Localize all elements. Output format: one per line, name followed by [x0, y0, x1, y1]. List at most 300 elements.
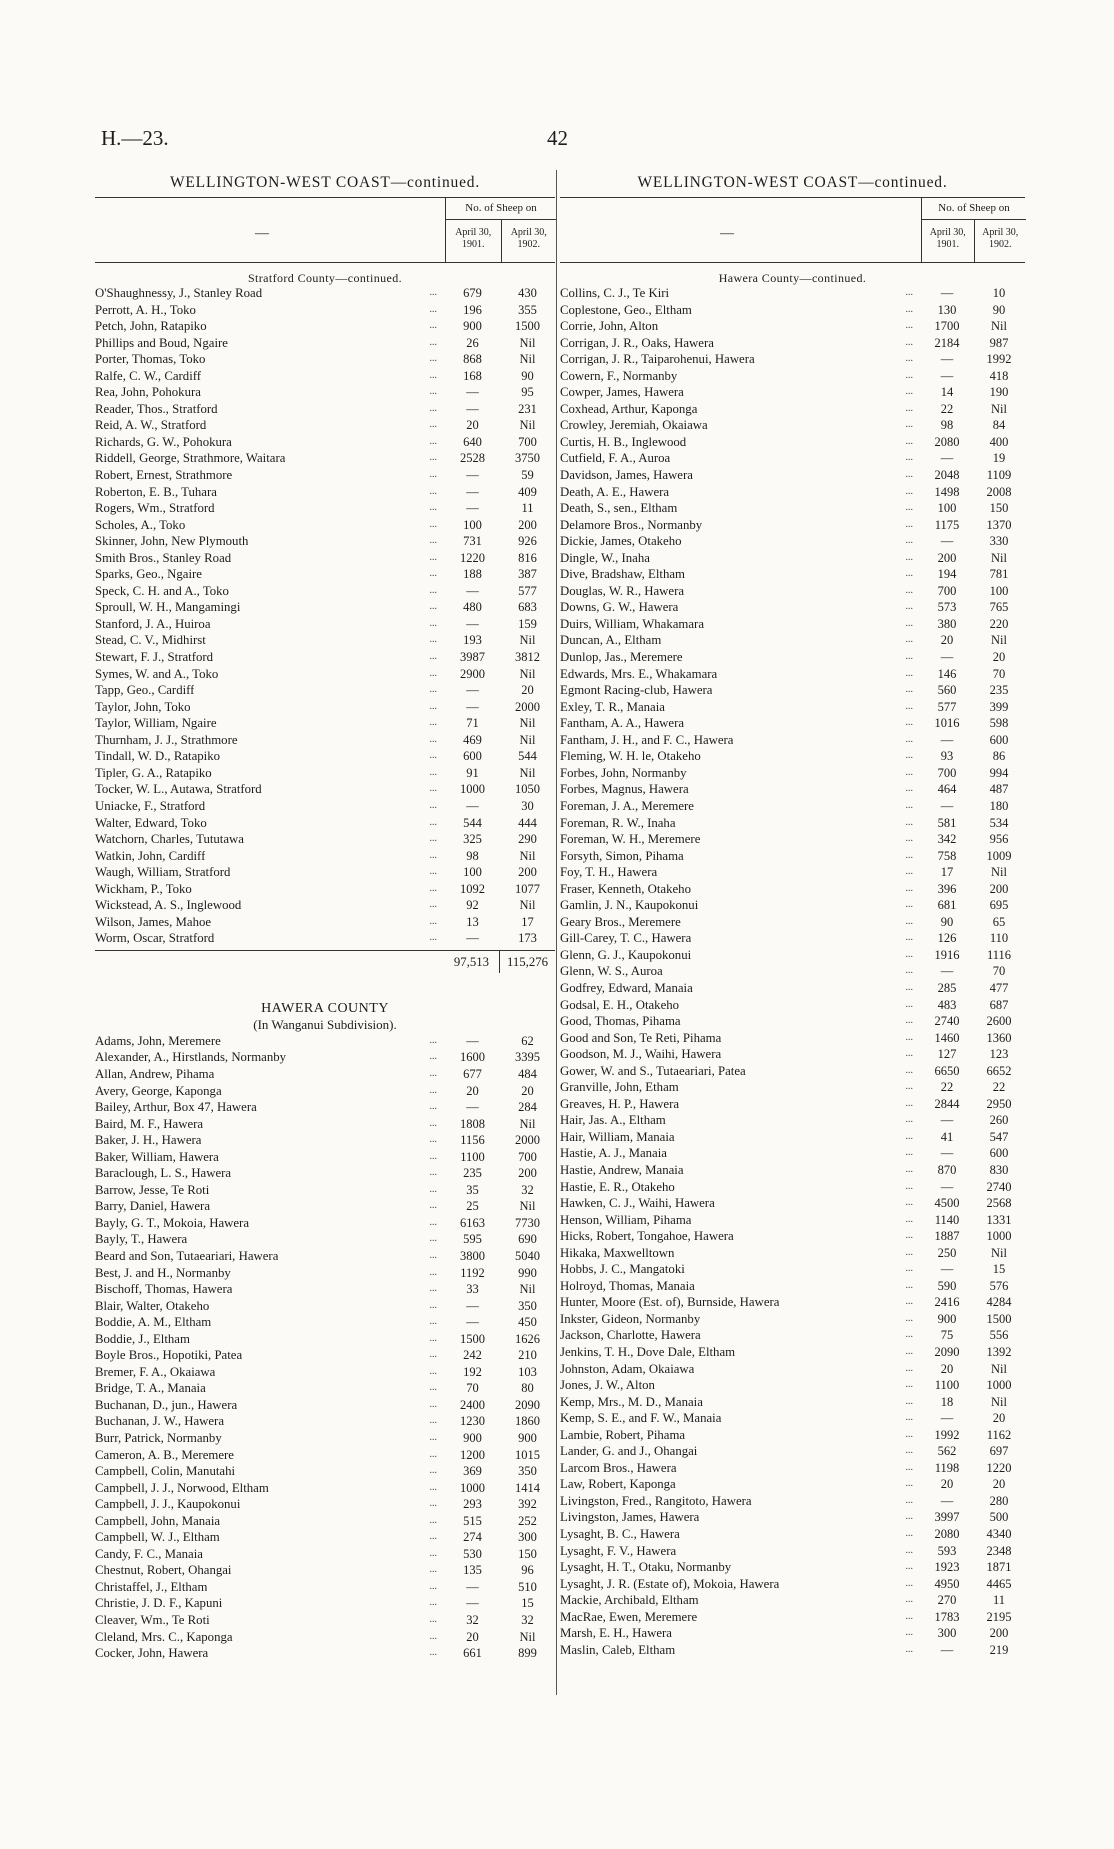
table-row — [95, 798, 555, 815]
year-1901-header: April 30, 1901. — [455, 227, 492, 250]
leader-dots — [210, 1612, 445, 1629]
table-row — [95, 1083, 555, 1100]
stratford-county-list — [95, 285, 555, 947]
table-row — [560, 1592, 1025, 1609]
sheep-1901: 98 — [466, 848, 479, 863]
sheep-1901: 13 — [466, 914, 479, 929]
table-row — [560, 1129, 1025, 1146]
owner-name: Burr, Patrick, Normanby — [95, 1431, 222, 1445]
leader-dots — [779, 1576, 921, 1593]
name-column-header: — — [255, 226, 269, 241]
owner-name: Foy, T. H., Hawera — [560, 865, 658, 880]
leader-dots — [205, 351, 445, 368]
total-1902: 115,276 — [506, 954, 549, 969]
sheep-1902: 220 — [989, 616, 1009, 631]
sheep-1902: 1000 — [986, 1378, 1012, 1393]
table-row — [95, 335, 555, 352]
leader-dots — [689, 781, 921, 798]
sheep-1901: 1220 — [460, 550, 485, 565]
leader-dots — [203, 1116, 445, 1133]
sheep-1902: 1009 — [986, 848, 1012, 863]
sheep-1901: 1783 — [934, 1609, 960, 1624]
sheep-1902: Nil — [519, 1282, 536, 1297]
leader-dots — [208, 1645, 445, 1662]
leader-dots — [733, 732, 921, 749]
leader-dots — [704, 616, 921, 633]
owner-name: Tindall, W. D., Ratapiko — [95, 749, 221, 764]
leader-dots — [714, 335, 921, 352]
sheep-1901: — — [940, 451, 954, 466]
sheep-1902: 444 — [518, 815, 537, 830]
sheep-1901: 1198 — [934, 1460, 960, 1475]
owner-name: Collins, C. J., Te Kiri — [560, 286, 670, 300]
table-row — [95, 285, 555, 302]
owner-name: Lambie, Robert, Pihama — [560, 1427, 686, 1442]
table-row — [560, 1162, 1025, 1179]
owner-name: Stead, C. V., Midhirst — [95, 633, 206, 648]
owner-name: Hobbs, J. C., Mangatoki — [560, 1262, 685, 1277]
sheep-1902: 300 — [518, 1530, 537, 1545]
sheep-1902: 418 — [989, 368, 1009, 383]
owner-name: Hawken, C. J., Waihi, Hawera — [560, 1196, 715, 1211]
sheep-1902: Nil — [519, 352, 536, 367]
sheep-header-title: No. of Sheep on — [446, 198, 556, 220]
leader-dots — [699, 1592, 921, 1609]
owner-name: Lysaght, H. T., Otaku, Normanby — [560, 1560, 732, 1575]
sheep-1901: 2080 — [934, 1527, 960, 1542]
leader-dots — [211, 616, 445, 633]
owner-name: Campbell, J. J., Norwood, Eltham — [95, 1480, 269, 1495]
sheep-1902: 477 — [989, 980, 1009, 995]
page-number: 42 — [547, 126, 568, 150]
owner-name: Mackie, Archibald, Eltham — [560, 1593, 699, 1608]
sheep-1902: Nil — [519, 1116, 536, 1131]
sheep-1902: 1015 — [515, 1447, 540, 1462]
leader-dots — [734, 1228, 921, 1245]
leader-dots — [676, 1543, 921, 1560]
sheep-1902: 3812 — [515, 650, 540, 665]
owner-name: Gamlin, J. N., Kaupokonui — [560, 898, 699, 913]
owner-name: Sparks, Geo., Ngaire — [95, 567, 202, 582]
leader-dots — [669, 285, 921, 302]
owner-name: Bailey, Arthur, Box 47, Hawera — [95, 1100, 257, 1115]
table-row — [560, 500, 1025, 517]
sheep-1902: 350 — [518, 1464, 537, 1479]
sheep-1902: 2000 — [515, 1133, 540, 1148]
owner-name: Corrigan, J. R., Oaks, Hawera — [560, 335, 714, 350]
table-row — [95, 500, 555, 517]
leader-dots — [672, 1625, 921, 1642]
sheep-1902: 547 — [989, 1129, 1009, 1144]
sheep-1901: 4500 — [934, 1196, 960, 1211]
sheep-1901: 20 — [940, 633, 954, 648]
table-row — [95, 1347, 555, 1364]
sheep-1901: 1175 — [934, 517, 960, 532]
table-row — [95, 533, 555, 550]
owner-name: Bayly, G. T., Mokoia, Hawera — [95, 1215, 249, 1230]
right-column-title: WELLINGTON-WEST COAST—continued. — [637, 174, 948, 191]
sheep-1902: Nil — [991, 633, 1007, 648]
sheep-1901: — — [940, 732, 954, 747]
sheep-1902: 86 — [992, 749, 1006, 764]
sheep-1902: 219 — [989, 1642, 1009, 1657]
table-row — [95, 1265, 555, 1282]
sheep-1901: 731 — [463, 534, 482, 549]
owner-name: Douglas, W. R., Hawera — [560, 583, 685, 598]
leader-dots — [658, 318, 921, 335]
owner-name: Granville, John, Etham — [560, 1080, 679, 1095]
table-row — [95, 1364, 555, 1381]
table-row — [560, 715, 1025, 732]
sheep-1901: 14 — [940, 385, 954, 400]
leader-dots — [241, 897, 445, 914]
owner-name: Christie, J. D. F., Kapuni — [95, 1596, 223, 1611]
owner-name: Godsal, E. H., Otakeho — [560, 997, 680, 1012]
table-row — [560, 285, 1025, 302]
table-row — [95, 1529, 555, 1546]
owner-name: Best, J. and H., Normanby — [95, 1265, 231, 1280]
leader-dots — [694, 798, 921, 815]
owner-name: Bremer, F. A., Okaiawa — [95, 1364, 216, 1379]
sheep-1901: 1140 — [934, 1212, 960, 1227]
owner-name: Buchanan, D., jun., Hawera — [95, 1397, 238, 1412]
sheep-1901: 593 — [937, 1543, 957, 1558]
table-row — [560, 467, 1025, 484]
sheep-1901: 600 — [463, 749, 482, 764]
leader-dots — [655, 1377, 921, 1394]
owner-name: Hair, Jas. A., Eltham — [560, 1113, 666, 1128]
sheep-1901: 369 — [463, 1464, 482, 1479]
table-row — [560, 699, 1025, 716]
table-row — [95, 1149, 555, 1166]
sheep-1902: 990 — [518, 1265, 537, 1280]
sheep-1902: 510 — [518, 1579, 537, 1594]
sheep-1901: 581 — [937, 815, 957, 830]
leader-dots — [228, 335, 445, 352]
table-row — [95, 864, 555, 881]
sheep-1902: 487 — [989, 782, 1009, 797]
sheep-1902: 2348 — [986, 1543, 1012, 1558]
table-row — [560, 1625, 1025, 1642]
leader-dots — [685, 566, 921, 583]
sheep-1901: 758 — [937, 848, 957, 863]
sheep-1902: Nil — [991, 401, 1007, 416]
leader-dots — [657, 864, 921, 881]
owner-name: Rogers, Wm., Stratford — [95, 501, 215, 516]
owner-name: Lander, G. and J., Ohangai — [560, 1444, 698, 1459]
leader-dots — [712, 682, 921, 699]
sheep-1901: 2090 — [934, 1345, 960, 1359]
owner-name: Duncan, A., Eltham — [560, 633, 662, 648]
table-row — [95, 848, 555, 865]
table-row — [95, 599, 555, 616]
table-row — [95, 517, 555, 534]
sheep-1902: 598 — [989, 716, 1009, 731]
sheep-1902: 900 — [518, 1431, 537, 1445]
sheep-1901: — — [466, 1298, 479, 1313]
leader-dots — [206, 1380, 445, 1397]
sheep-1902: 2090 — [515, 1397, 540, 1412]
leader-dots — [715, 1195, 921, 1212]
leader-dots — [220, 1529, 445, 1546]
sheep-1901: 100 — [463, 517, 482, 532]
table-row — [95, 781, 555, 798]
table-row — [95, 1231, 555, 1248]
table-row — [560, 831, 1025, 848]
leader-dots — [222, 1595, 445, 1612]
owner-name: Boddie, J., Eltham — [95, 1331, 190, 1346]
sheep-1901: 1923 — [934, 1560, 960, 1575]
owner-name: Jenkins, T. H., Dove Dale, Eltham — [560, 1345, 736, 1359]
sheep-1902: 1000 — [986, 1229, 1012, 1244]
sheep-1901: 342 — [937, 832, 957, 847]
sheep-1902: 5040 — [515, 1248, 540, 1263]
table-row — [560, 533, 1025, 550]
sheep-1902: 200 — [518, 1166, 537, 1181]
sheep-1902: Nil — [991, 319, 1007, 334]
leader-dots — [262, 285, 445, 302]
leader-dots — [703, 1394, 921, 1411]
sheep-1902: 70 — [992, 666, 1006, 681]
leader-dots — [207, 318, 445, 335]
table-row — [560, 881, 1025, 898]
sheep-1901: — — [466, 1579, 479, 1594]
sheep-header — [445, 198, 556, 262]
leader-dots — [192, 881, 445, 898]
sheep-1901: 168 — [463, 368, 482, 383]
table-row — [560, 351, 1025, 368]
table-row — [95, 914, 555, 931]
table-row — [95, 616, 555, 633]
leader-dots — [693, 467, 921, 484]
sheep-1902: 350 — [518, 1298, 537, 1313]
leader-dots — [685, 1427, 921, 1444]
sheep-1902: Nil — [519, 716, 536, 731]
owner-name: Robert, Ernest, Strathmore — [95, 468, 233, 483]
owner-name: O'Shaughnessy, J., Stanley Road — [95, 286, 263, 300]
sheep-1902: 4340 — [986, 1527, 1012, 1542]
table-row — [560, 1543, 1025, 1560]
owner-name: Lysaght, B. C., Hawera — [560, 1527, 680, 1542]
year-1902-header: April 30, 1902. — [501, 220, 557, 262]
table-row — [560, 963, 1025, 980]
sheep-1901: 1100 — [934, 1378, 960, 1393]
sheep-1902: 150 — [989, 501, 1009, 516]
owner-name: Boddie, A. M., Eltham — [95, 1315, 212, 1330]
sheep-1902: 1500 — [515, 319, 540, 334]
sheep-1901: 25 — [466, 1199, 479, 1214]
sheep-1902: 32 — [521, 1613, 534, 1628]
sheep-1902: 1992 — [986, 352, 1012, 367]
sheep-1902: 1392 — [986, 1345, 1012, 1359]
sheep-1902: Nil — [519, 732, 536, 747]
sheep-1901: 2048 — [934, 468, 960, 483]
sheep-1901: 41 — [940, 1129, 954, 1144]
owner-name: Cowern, F., Normanby — [560, 368, 678, 383]
sheep-1901: — — [466, 501, 479, 516]
sheep-header — [921, 198, 1026, 262]
sheep-1902: Nil — [519, 898, 536, 913]
table-row — [95, 732, 555, 749]
owner-name: Hastie, E. R., Otakeho — [560, 1179, 675, 1194]
sheep-1901: 20 — [466, 1629, 479, 1644]
table-row — [560, 1278, 1025, 1295]
sheep-1902: 484 — [518, 1066, 537, 1081]
leader-dots — [708, 417, 921, 434]
owner-name: Baker, J. H., Hawera — [95, 1133, 202, 1148]
sheep-1902: 1220 — [986, 1460, 1012, 1475]
sheep-1901: 2740 — [934, 1014, 960, 1029]
owner-name: Delamore Bros., Normanby — [560, 517, 703, 532]
leader-dots — [683, 649, 921, 666]
sheep-1901: 126 — [937, 931, 957, 946]
sheep-1901: 127 — [937, 1047, 957, 1062]
table-row — [95, 1579, 555, 1596]
table-row — [95, 699, 555, 716]
table-row — [95, 1198, 555, 1215]
owner-name: Livingston, Fred., Rangitoto, Hawera — [560, 1493, 752, 1508]
leader-dots — [746, 1063, 921, 1080]
leader-dots — [731, 1559, 921, 1576]
leader-dots — [678, 599, 921, 616]
owner-name: Chestnut, Robert, Ohangai — [95, 1563, 232, 1578]
sheep-1902: 1162 — [986, 1427, 1012, 1442]
sheep-1902: Nil — [519, 418, 536, 433]
owner-name: Taylor, John, Toko — [95, 699, 191, 714]
sheep-1902: 3750 — [515, 451, 540, 466]
sheep-1901: 530 — [463, 1546, 482, 1561]
leader-dots — [207, 815, 445, 832]
leader-dots — [203, 1546, 445, 1563]
owner-name: Bridge, T. A., Manaia — [95, 1381, 206, 1396]
leader-dots — [665, 699, 921, 716]
owner-name: Adams, John, Meremere — [95, 1033, 221, 1048]
sheep-1901: 396 — [937, 881, 957, 896]
table-row — [95, 715, 555, 732]
sheep-1902: 231 — [518, 401, 537, 416]
sheep-1902: 10 — [992, 286, 1006, 300]
leader-dots — [190, 1331, 445, 1348]
leader-dots — [201, 1132, 445, 1149]
owner-name: Boyle Bros., Hopotiki, Patea — [95, 1348, 243, 1363]
leader-dots — [205, 848, 445, 865]
sheep-1902: 1050 — [515, 782, 540, 797]
owner-name: Foreman, W. H., Meremere — [560, 832, 701, 847]
owner-name: Good, Thomas, Pihama — [560, 1014, 681, 1029]
table-row — [560, 632, 1025, 649]
owner-name: Glenn, W. S., Auroa — [560, 964, 663, 979]
table-row — [95, 897, 555, 914]
leader-dots — [666, 1112, 921, 1129]
leader-dots — [248, 533, 445, 550]
table-row — [95, 1645, 555, 1662]
owner-name: Dickie, James, Otakeho — [560, 534, 682, 549]
sheep-1902: 252 — [518, 1513, 537, 1528]
sheep-1901: — — [466, 1033, 479, 1048]
owner-name: Fraser, Kenneth, Otakeho — [560, 881, 691, 896]
sheep-1902: 2740 — [986, 1179, 1012, 1194]
table-row — [95, 1116, 555, 1133]
leader-dots — [721, 1046, 921, 1063]
sheep-1902: Nil — [991, 1245, 1007, 1260]
sheep-1901: — — [466, 401, 479, 416]
owner-name: Maslin, Caleb, Eltham — [560, 1642, 676, 1657]
sheep-1902: 6652 — [986, 1063, 1012, 1078]
sheep-1902: 95 — [521, 385, 534, 400]
owner-name: Barrow, Jesse, Te Roti — [95, 1182, 210, 1197]
table-row — [560, 1030, 1025, 1047]
leader-dots — [231, 1562, 445, 1579]
sheep-1902: 600 — [989, 732, 1009, 747]
table-row — [95, 1629, 555, 1646]
sheep-1902: 200 — [989, 1626, 1009, 1641]
owner-name: Richards, G. W., Pohokura — [95, 434, 232, 449]
owner-name: Allan, Andrew, Pihama — [95, 1066, 215, 1081]
owner-name: Bayly, T., Hawera — [95, 1232, 188, 1247]
sheep-1902: 430 — [518, 286, 537, 300]
sheep-1901: 1000 — [460, 1480, 485, 1495]
sheep-1902: 15 — [521, 1596, 534, 1611]
table-row — [95, 815, 555, 832]
owner-name: Stewart, F. J., Stratford — [95, 650, 214, 665]
leader-dots — [681, 914, 921, 931]
sheep-1901: 560 — [937, 683, 957, 698]
sheep-1901: 1887 — [934, 1229, 960, 1244]
sheep-1901: 92 — [466, 898, 479, 913]
leader-dots — [684, 384, 921, 401]
owner-name: Goodson, M. J., Waihi, Hawera — [560, 1047, 722, 1062]
owner-name: Uniacke, F., Stratford — [95, 798, 206, 813]
owner-name: Barry, Daniel, Hawera — [95, 1199, 210, 1214]
sheep-1901: 293 — [463, 1497, 482, 1512]
owner-name: Fantham, A. A., Hawera — [560, 716, 685, 731]
sheep-1902: Nil — [519, 1199, 536, 1214]
sheep-1901: 464 — [937, 782, 957, 797]
table-row — [560, 1493, 1025, 1510]
leader-dots — [187, 1231, 445, 1248]
table-row — [560, 848, 1025, 865]
right-column — [560, 173, 1025, 1658]
owner-name: Foreman, J. A., Meremere — [560, 798, 694, 813]
leader-dots — [680, 1526, 921, 1543]
leader-dots — [677, 500, 921, 517]
sheep-1902: 1414 — [515, 1480, 540, 1495]
sheep-1901: 194 — [937, 567, 957, 582]
sheep-1902: 110 — [989, 931, 1009, 946]
leader-dots — [218, 666, 445, 683]
table-row — [560, 765, 1025, 782]
leader-dots — [717, 666, 921, 683]
owner-name: Porter, Thomas, Toko — [95, 352, 206, 367]
leader-dots — [699, 1509, 921, 1526]
leader-dots — [269, 1480, 445, 1497]
owner-name: Alexander, A., Hirstlands, Normanby — [95, 1050, 287, 1065]
owner-name: Campbell, John, Manaia — [95, 1513, 221, 1528]
sheep-1902: 994 — [989, 765, 1009, 780]
sheep-1902: 830 — [989, 1162, 1009, 1177]
sheep-1901: 595 — [463, 1232, 482, 1247]
hawera-county-continued-heading: Hawera County—continued. — [718, 271, 867, 285]
owner-name: Buchanan, J. W., Hawera — [95, 1414, 224, 1429]
table-row — [560, 1509, 1025, 1526]
sheep-1901: — — [940, 798, 954, 813]
sheep-1902: 899 — [518, 1646, 537, 1661]
sheep-1902: 600 — [989, 1146, 1009, 1161]
sheep-1901: 2528 — [460, 451, 485, 466]
hawera-county-list — [95, 1033, 555, 1662]
owner-name: Baraclough, L. S., Hawera — [95, 1166, 232, 1181]
sheep-1901: 6650 — [934, 1063, 960, 1078]
